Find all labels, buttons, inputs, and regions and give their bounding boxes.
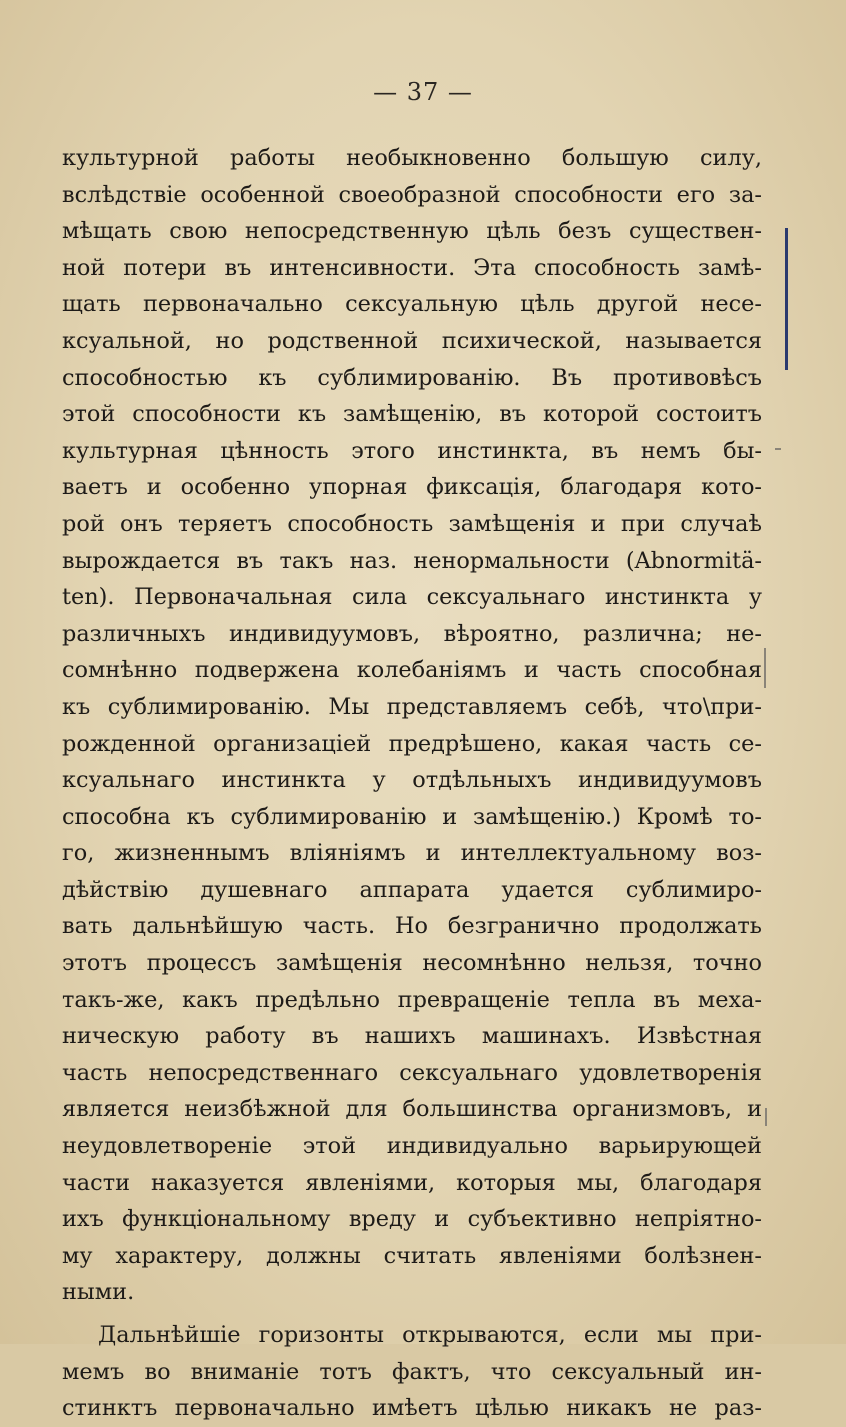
text-line: части наказуется явленіями, которыя мы, благодаря bbox=[62, 1169, 762, 1196]
text-line: рой онъ теряетъ способность замѣщенія и при случаѣ bbox=[62, 510, 762, 537]
text-line: Дальнѣйшіе горизонты открываются, если мы при- bbox=[98, 1322, 762, 1348]
text-line: дѣйствію душевнаго аппарата удается сублимиро- bbox=[62, 876, 762, 903]
text-line: къ сублимированію. Мы представляемъ себѣ, что\при- bbox=[62, 693, 762, 720]
text-line: ническую работу въ нашихъ машинахъ. Извѣстная bbox=[62, 1023, 762, 1050]
margin-tick-mark bbox=[765, 1108, 767, 1126]
text-line: способностью къ сублимированію. Въ противовѣсъ bbox=[62, 364, 762, 391]
text-line: способна къ сублимированію и замѣщенію.) Кромѣ то- bbox=[62, 803, 762, 830]
text-line: стинктъ первоначально имѣетъ цѣлью никакъ не раз- bbox=[62, 1395, 762, 1422]
text-line: мѣщать свою непосредственную цѣль безъ существен- bbox=[62, 218, 762, 245]
text-line: ихъ функціональному вреду и субъективно непріятно- bbox=[62, 1206, 762, 1233]
text-line: такъ-же, какъ предѣльно превращеніе тепла въ меха- bbox=[62, 986, 762, 1013]
text-line: рожденной организаціей предрѣшено, какая часть се- bbox=[62, 730, 762, 757]
page-number: — 37 — bbox=[373, 78, 473, 106]
text-line: культурной работы необыкновенно большую силу, bbox=[62, 145, 762, 171]
margin-tick-mark bbox=[764, 648, 766, 688]
text-line: ными. bbox=[62, 1279, 135, 1306]
text-line: неудовлетвореніе этой индивидуально варьирующей bbox=[62, 1133, 762, 1160]
text-line: этой способности къ замѣщенію, въ которой состоитъ bbox=[62, 401, 762, 428]
paragraph bbox=[62, 140, 762, 1311]
margin-tick-mark bbox=[775, 448, 781, 450]
text-line: му характеру, должны считать явленіями болѣзнен- bbox=[62, 1242, 762, 1269]
body-text bbox=[62, 140, 762, 1427]
text-line: часть непосредственнаго сексуальнаго удовлетворенія bbox=[62, 1059, 762, 1086]
text-line: вслѣдствіе особенной своеобразной способности его за- bbox=[62, 181, 762, 208]
text-line: сомнѣнно подвержена колебаніямъ и часть способная bbox=[62, 657, 762, 684]
text-line: ксуальной, но родственной психической, называется bbox=[62, 327, 762, 354]
text-line: ксуальнаго инстинкта у отдѣльныхъ индивидуумовъ bbox=[62, 767, 762, 794]
text-line: ной потери въ интенсивности. Эта способность замѣ- bbox=[62, 254, 762, 281]
pencil-margin-mark bbox=[785, 228, 788, 370]
text-line: является неизбѣжной для большинства организмовъ, и bbox=[62, 1096, 762, 1123]
text-line: вать дальнѣйшую часть. Но безгранично продолжать bbox=[62, 913, 762, 940]
text-line: мемъ во вниманіе тотъ фактъ, что сексуальный ин- bbox=[62, 1358, 762, 1385]
text-line: ten). Первоначальная сила сексуальнаго инстинкта у bbox=[62, 584, 762, 611]
text-line: этотъ процессъ замѣщенія несомнѣнно нельзя, точно bbox=[62, 950, 762, 977]
text-line: го, жизненнымъ вліяніямъ и интеллектуальному воз- bbox=[62, 840, 762, 867]
text-line: культурная цѣнность этого инстинкта, въ немъ бы- bbox=[62, 437, 762, 464]
text-line: вырождается въ такъ наз. ненормальности (Abnormitä- bbox=[62, 547, 762, 574]
text-line: щать первоначально сексуальную цѣль другой несе- bbox=[62, 291, 762, 318]
text-line: различныхъ индивидуумовъ, вѣроятно, различна; не- bbox=[62, 620, 762, 647]
text-line: ваетъ и особенно упорная фиксація, благодаря кото- bbox=[62, 474, 762, 501]
paragraph bbox=[62, 1317, 762, 1427]
